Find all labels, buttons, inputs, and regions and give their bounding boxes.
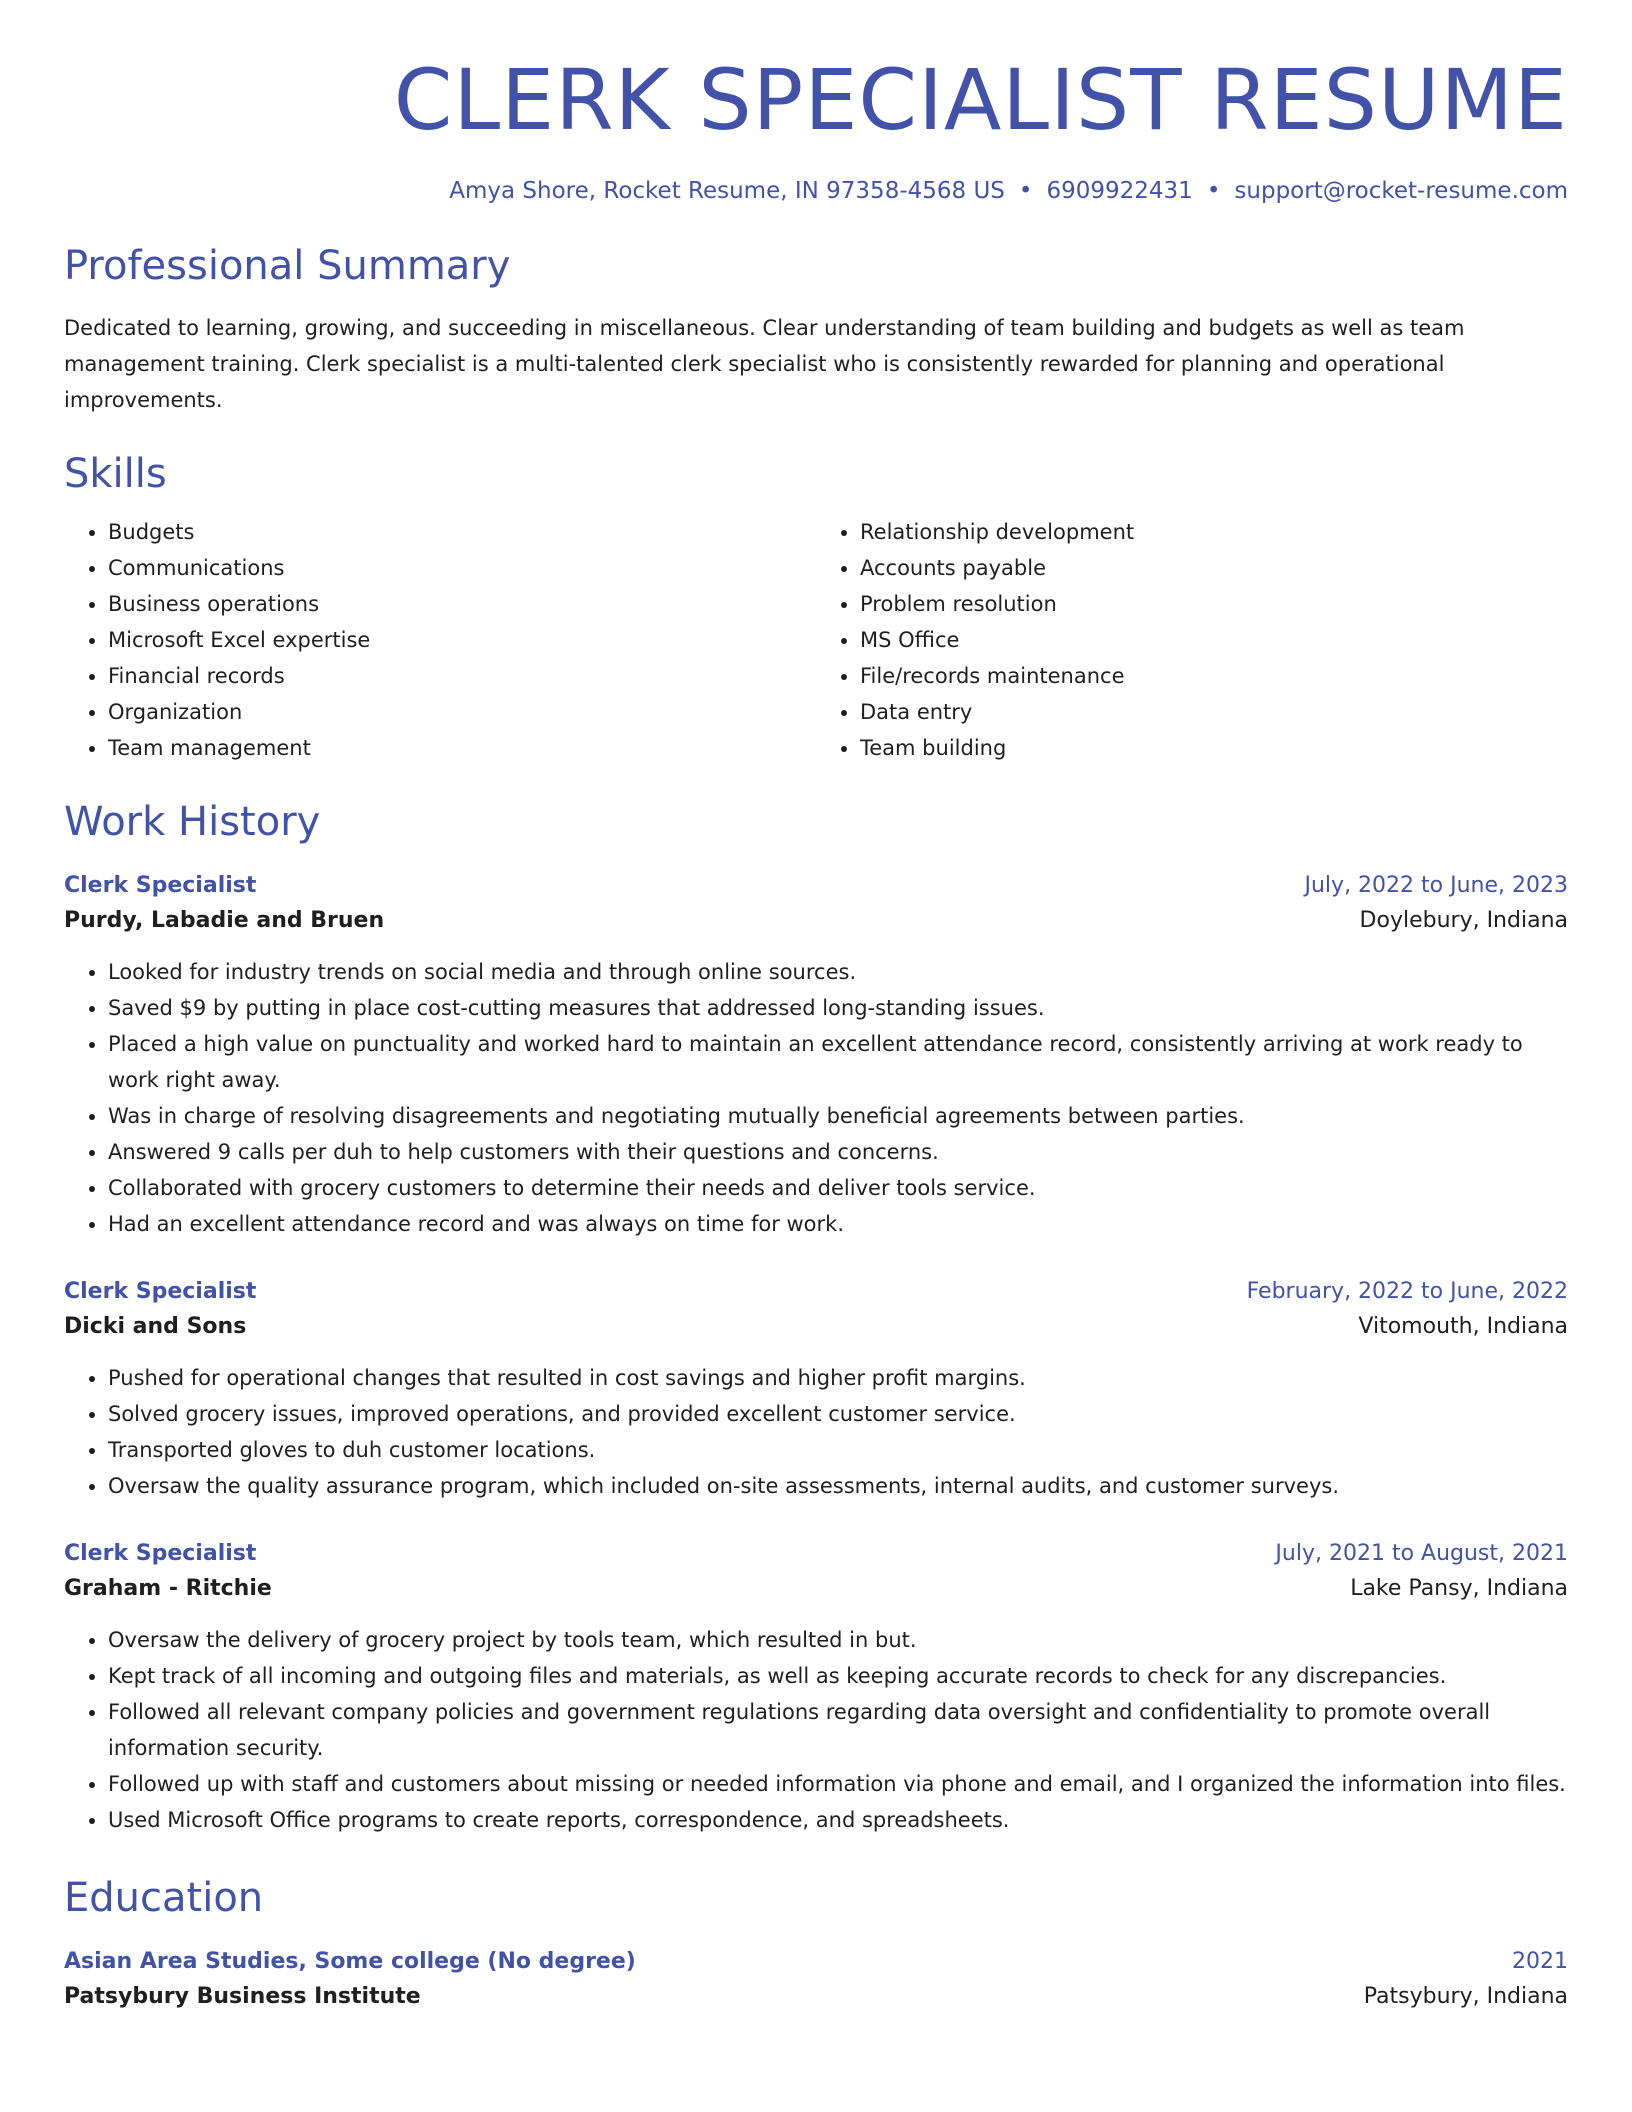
contact-line [64, 176, 1568, 206]
job-role: Clerk Specialist [64, 1541, 257, 1566]
job-employer: Dicki and Sons [64, 1314, 247, 1339]
skill-item: • MS Office [860, 622, 1568, 658]
contact-separator: • [1018, 178, 1033, 204]
job-bullet: • Kept track of all incoming and outgoing files and materials, as well as keeping accurate records to check for any discrepancies. [108, 1658, 1568, 1694]
job-bullet: • Followed all relevant company policies and government regulations regarding data oversight and confidentiality to promote overall information security. [108, 1694, 1568, 1766]
skill-item: • Problem resolution [860, 586, 1568, 622]
skills-right-column [816, 514, 1568, 766]
job-bullet: • Saved $9 by putting in place cost-cutting measures that addressed long-standing issues. [108, 990, 1568, 1026]
education-location: Patsybury, Indiana [1363, 1984, 1568, 2009]
education-header-row [64, 1946, 1568, 1978]
job-bullets [64, 1622, 1568, 1838]
job-role: Clerk Specialist [64, 873, 257, 898]
skill-item: • Data entry [860, 694, 1568, 730]
job-entry [64, 870, 1568, 1242]
job-bullet: • Was in charge of resolving disagreements and negotiating mutually beneficial agreements between parties. [108, 1098, 1568, 1134]
job-bullet: • Transported gloves to duh customer locations. [108, 1432, 1568, 1468]
job-bullet: • Used Microsoft Office programs to create reports, correspondence, and spreadsheets. [108, 1802, 1568, 1838]
job-bullet: • Pushed for operational changes that resulted in cost savings and higher profit margins. [108, 1360, 1568, 1396]
job-dates: July, 2021 to August, 2021 [1275, 1541, 1568, 1566]
contact-address: Amya Shore, Rocket Resume, IN 97358-4568 US [449, 178, 1005, 204]
job-role: Clerk Specialist [64, 1279, 257, 1304]
job-bullet: • Answered 9 calls per duh to help customers with their questions and concerns. [108, 1134, 1568, 1170]
job-bullet: • Collaborated with grocery customers to determine their needs and deliver tools service. [108, 1170, 1568, 1206]
skill-item: • Team building [860, 730, 1568, 766]
skills-left-column [64, 514, 816, 766]
skill-item: • Accounts payable [860, 550, 1568, 586]
job-entry [64, 1538, 1568, 1838]
job-employer-row [64, 902, 1568, 940]
job-dates: February, 2022 to June, 2022 [1246, 1279, 1568, 1304]
job-employer-row [64, 1570, 1568, 1608]
job-bullet: • Followed up with staff and customers about missing or needed information via phone and email, and I organized the information into files. [108, 1766, 1568, 1802]
job-bullets [64, 1360, 1568, 1504]
job-location: Lake Pansy, Indiana [1350, 1576, 1568, 1601]
resume-page [64, 50, 1568, 2016]
job-bullet: • Placed a high value on punctuality and worked hard to maintain an excellent attendance record, consistently arriving at work ready to work right away. [108, 1026, 1568, 1098]
job-employer-row [64, 1308, 1568, 1346]
job-bullets [64, 954, 1568, 1242]
job-bullet: • Oversaw the delivery of grocery project by tools team, which resulted in but. [108, 1622, 1568, 1658]
contact-phone: 6909922431 [1046, 178, 1193, 204]
job-bullet: • Oversaw the quality assurance program, which included on-site assessments, internal audits, and customer surveys. [108, 1468, 1568, 1504]
skills-grid [64, 514, 1568, 766]
education-school-row [64, 1978, 1568, 2016]
job-location: Doylebury, Indiana [1359, 908, 1568, 933]
job-header-row [64, 1538, 1568, 1570]
skill-item: • Communications [108, 550, 816, 586]
education-entry [64, 1946, 1568, 2016]
education-school: Patsybury Business Institute [64, 1984, 421, 2009]
skills-heading: Skills [64, 451, 167, 497]
skill-item: • Business operations [108, 586, 816, 622]
job-header-row [64, 870, 1568, 902]
contact-email: support@rocket-resume.com [1234, 178, 1568, 204]
job-location: Vitomouth, Indiana [1358, 1314, 1568, 1339]
skill-item: • Microsoft Excel expertise [108, 622, 816, 658]
resume-title: CLERK SPECIALIST RESUME [393, 51, 1568, 149]
job-bullet: • Had an excellent attendance record and was always on time for work. [108, 1206, 1568, 1242]
education-year: 2021 [1512, 1949, 1568, 1974]
summary-heading: Professional Summary [64, 243, 511, 289]
skill-item: • Team management [108, 730, 816, 766]
skill-item: • Budgets [108, 514, 816, 550]
job-employer: Purdy, Labadie and Bruen [64, 908, 385, 933]
contact-separator: • [1206, 178, 1221, 204]
job-header-row [64, 1276, 1568, 1308]
job-dates: July, 2022 to June, 2023 [1304, 873, 1568, 898]
skill-item: • Relationship development [860, 514, 1568, 550]
job-bullet: • Solved grocery issues, improved operations, and provided excellent customer service. [108, 1396, 1568, 1432]
work-history-heading: Work History [64, 799, 321, 845]
skill-item: • Organization [108, 694, 816, 730]
summary-text: Dedicated to learning, growing, and succeeding in miscellaneous. Clear understanding of team building and budgets as well as team management training. Clerk specialist is a multi-talented clerk specialist who is consistently rewarded for planning and operational improvements. [64, 316, 1465, 412]
education-degree: Asian Area Studies, Some college (No degree) [64, 1949, 636, 1974]
skill-item: • Financial records [108, 658, 816, 694]
job-employer: Graham - Ritchie [64, 1576, 272, 1601]
job-bullet: • Looked for industry trends on social media and through online sources. [108, 954, 1568, 990]
skill-item: • File/records maintenance [860, 658, 1568, 694]
education-heading: Education [64, 1875, 264, 1921]
job-entry [64, 1276, 1568, 1504]
